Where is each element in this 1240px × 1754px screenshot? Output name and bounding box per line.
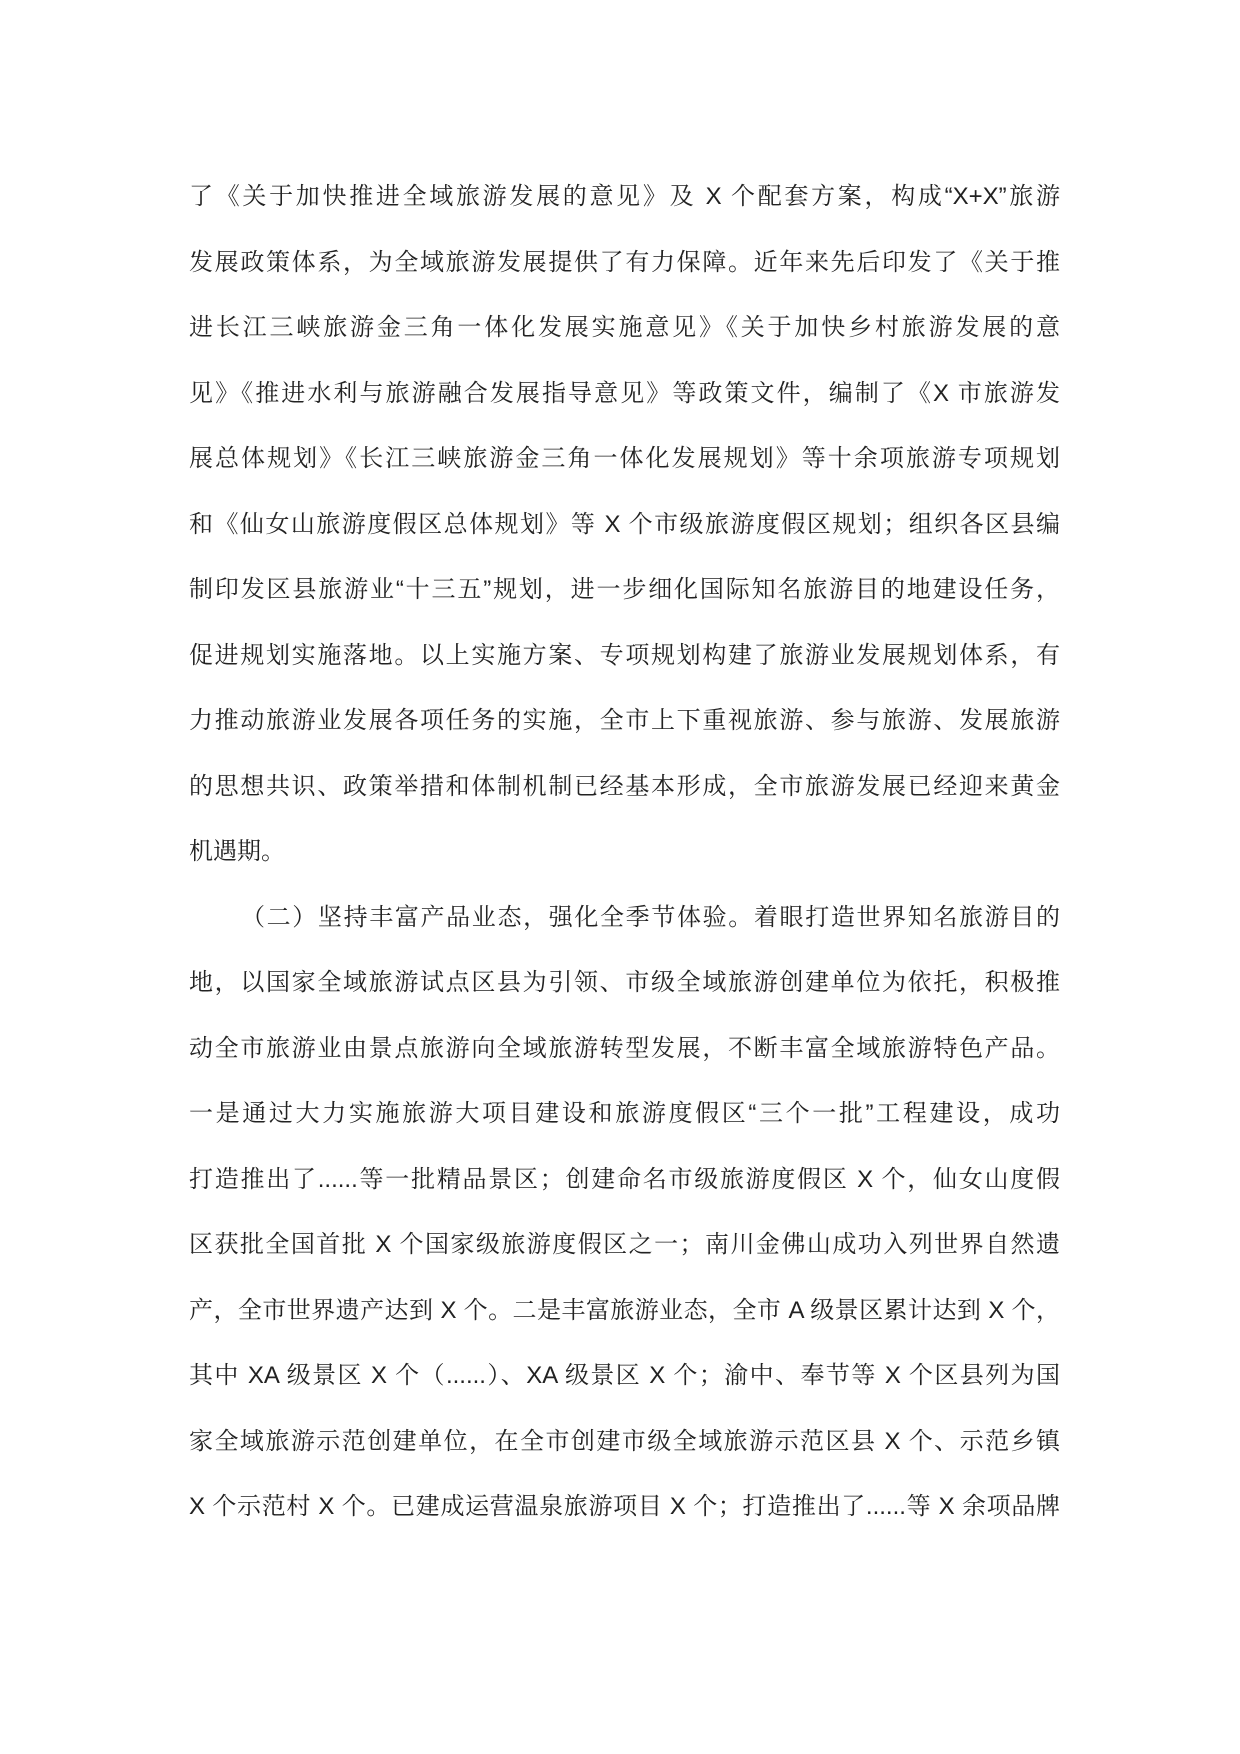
text-line: 家全域旅游示范创建单位，在全市创建市级全域旅游示范区县 X 个、示范乡镇 bbox=[189, 1427, 1060, 1455]
text-line: 动全市旅游业由景点旅游向全域旅游转型发展，不断丰富全域旅游特色产品。 bbox=[189, 1034, 1060, 1062]
text-line: 其中 XA 级景区 X 个（......）、XA 级景区 X 个；渝中、奉节等 X 个区县列为国 bbox=[189, 1362, 1060, 1389]
text-line: 了《关于加快推进全域旅游发展的意见》及 X 个配套方案，构成“X+X”旅游 bbox=[189, 183, 1060, 210]
text-line: 的思想共识、政策举措和体制机制已经基本形成，全市旅游发展已经迎来黄金 bbox=[189, 772, 1060, 800]
text-line: 制印发区县旅游业“十三五”规划，进一步细化国际知名旅游目的地建设任务， bbox=[189, 576, 1060, 603]
paragraph-product-formats bbox=[189, 885, 1060, 1540]
section-heading-line: （二）坚持丰富产品业态，强化全季节体验。着眼打造世界知名旅游目的 bbox=[241, 903, 1060, 931]
text-line: 促进规划实施落地。以上实施方案、专项规划构建了旅游业发展规划体系，有 bbox=[189, 641, 1060, 669]
body-text bbox=[189, 164, 1060, 1540]
text-line: 发展政策体系，为全域旅游发展提供了有力保障。近年来先后印发了《关于推 bbox=[189, 248, 1060, 276]
paragraph-policy-system bbox=[189, 164, 1060, 885]
text-line: 打造推出了......等一批精品景区；创建命名市级旅游度假区 X 个，仙女山度假 bbox=[189, 1165, 1060, 1193]
text-line: 和《仙女山旅游度假区总体规划》等 X 个市级旅游度假区规划；组织各区县编 bbox=[189, 510, 1060, 538]
text-line: 展总体规划》《长江三峡旅游金三角一体化发展规划》等十余项旅游专项规划 bbox=[189, 445, 1060, 472]
text-line: 产，全市世界遗产达到 X 个。二是丰富旅游业态，全市 A 级景区累计达到 X 个， bbox=[189, 1296, 1060, 1324]
text-line: 一是通过大力实施旅游大项目建设和旅游度假区“三个一批”工程建设，成功 bbox=[189, 1100, 1060, 1127]
text-line: 区获批全国首批 X 个国家级旅游度假区之一；南川金佛山成功入列世界自然遗 bbox=[189, 1231, 1060, 1258]
text-line: 见》《推进水利与旅游融合发展指导意见》等政策文件，编制了《X 市旅游发 bbox=[189, 379, 1060, 407]
text-line: 地，以国家全域旅游试点区县为引领、市级全域旅游创建单位为依托，积极推 bbox=[189, 969, 1060, 996]
text-line: 机遇期。 bbox=[189, 838, 285, 865]
text-line: 力推动旅游业发展各项任务的实施，全市上下重视旅游、参与旅游、发展旅游 bbox=[189, 707, 1060, 734]
text-line: X 个示范村 X 个。已建成运营温泉旅游项目 X 个；打造推出了......等 X 余项品牌 bbox=[189, 1493, 1060, 1520]
text-line: 进长江三峡旅游金三角一体化发展实施意见》《关于加快乡村旅游发展的意 bbox=[189, 314, 1060, 341]
